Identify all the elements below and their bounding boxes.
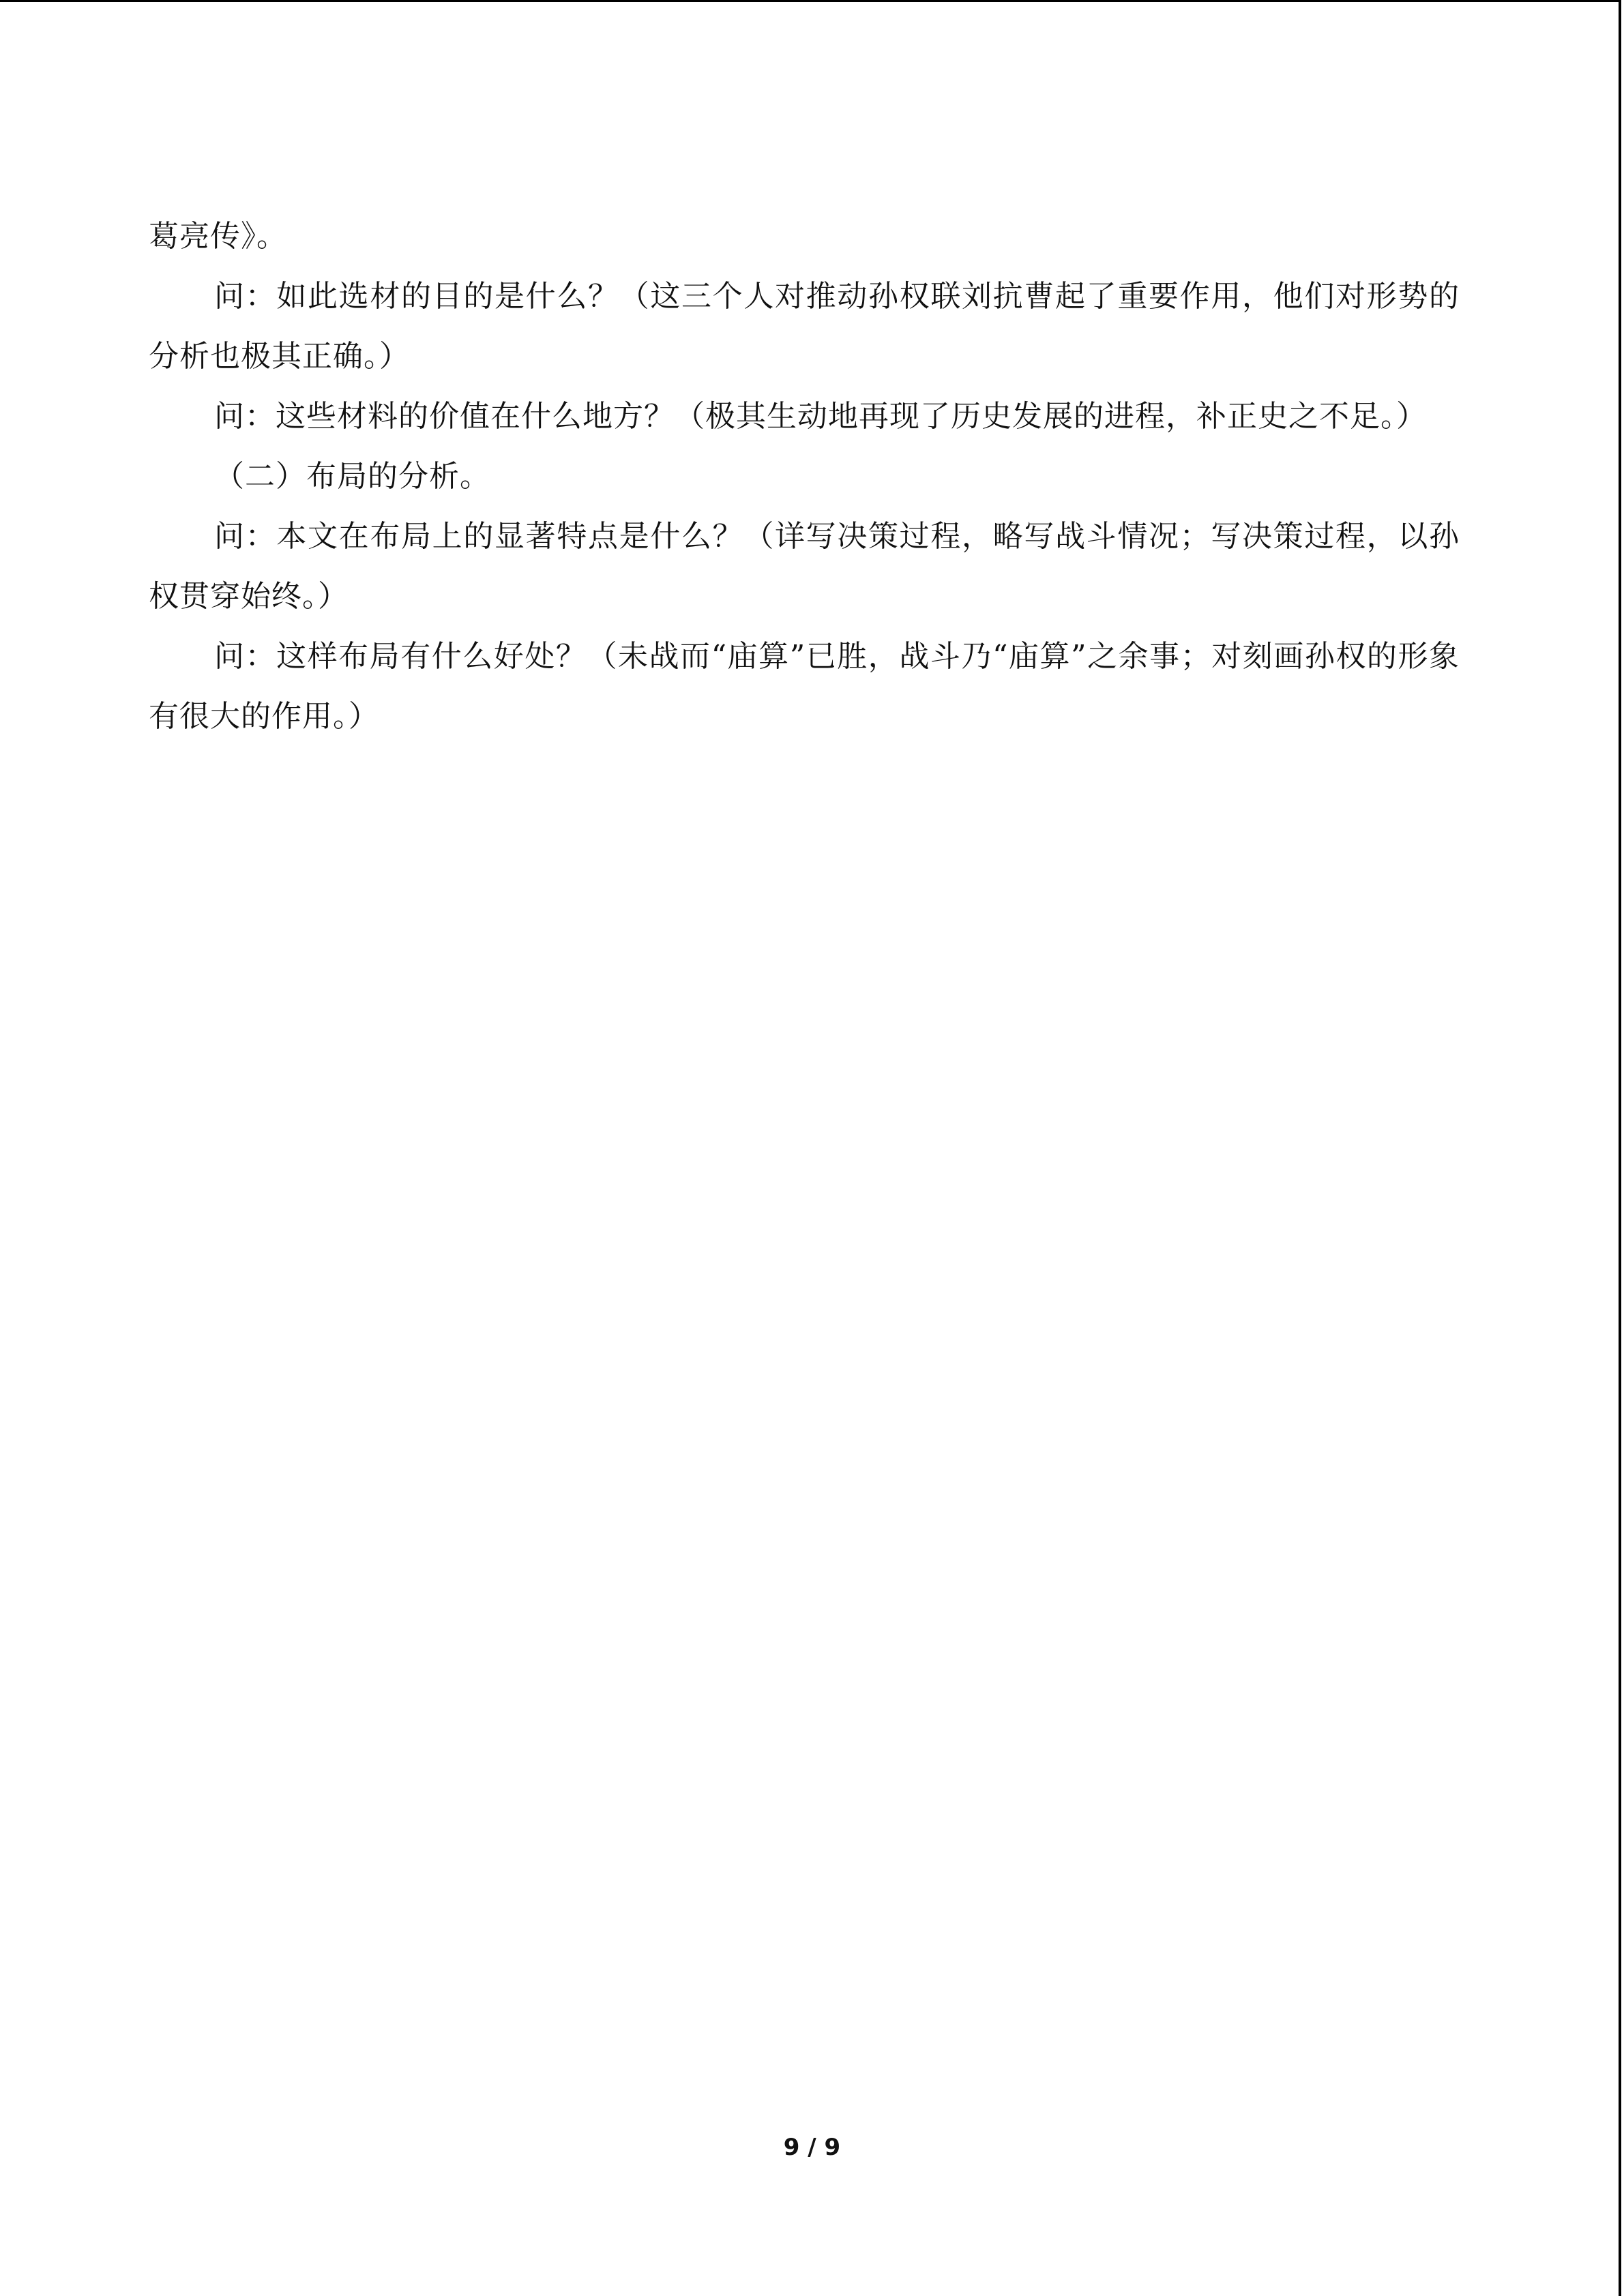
- paragraph-question-layout-benefit: 问：这样布局有什么好处？（未战而“庙算”已胜，战斗乃“庙算”之余事；对刻画孙权的形象有很大的作用。）: [149, 639, 1460, 734]
- paragraph-question-selection: 问：如此选材的目的是什么？（这三个人对推动孙权联刘抗曹起了重要作用，他们对形势的分析也极其正确。）: [149, 279, 1460, 374]
- paragraph-question-layout-feature: 问：本文在布局上的显著特点是什么？（详写决策过程，略写战斗情况；写决策过程，以孙权贯穿始终。）: [149, 519, 1460, 614]
- paragraph-question-value: 问：这些材料的价值在什么地方？（极其生动地再现了历史发展的进程，补正史之不足。）: [214, 399, 1427, 434]
- document-body: [149, 207, 1460, 747]
- page-number: 9 / 9: [783, 2134, 841, 2161]
- section-heading-layout-analysis: （二）布局的分析。: [214, 459, 490, 494]
- paragraph-continuation: 葛亮传》。: [149, 219, 287, 254]
